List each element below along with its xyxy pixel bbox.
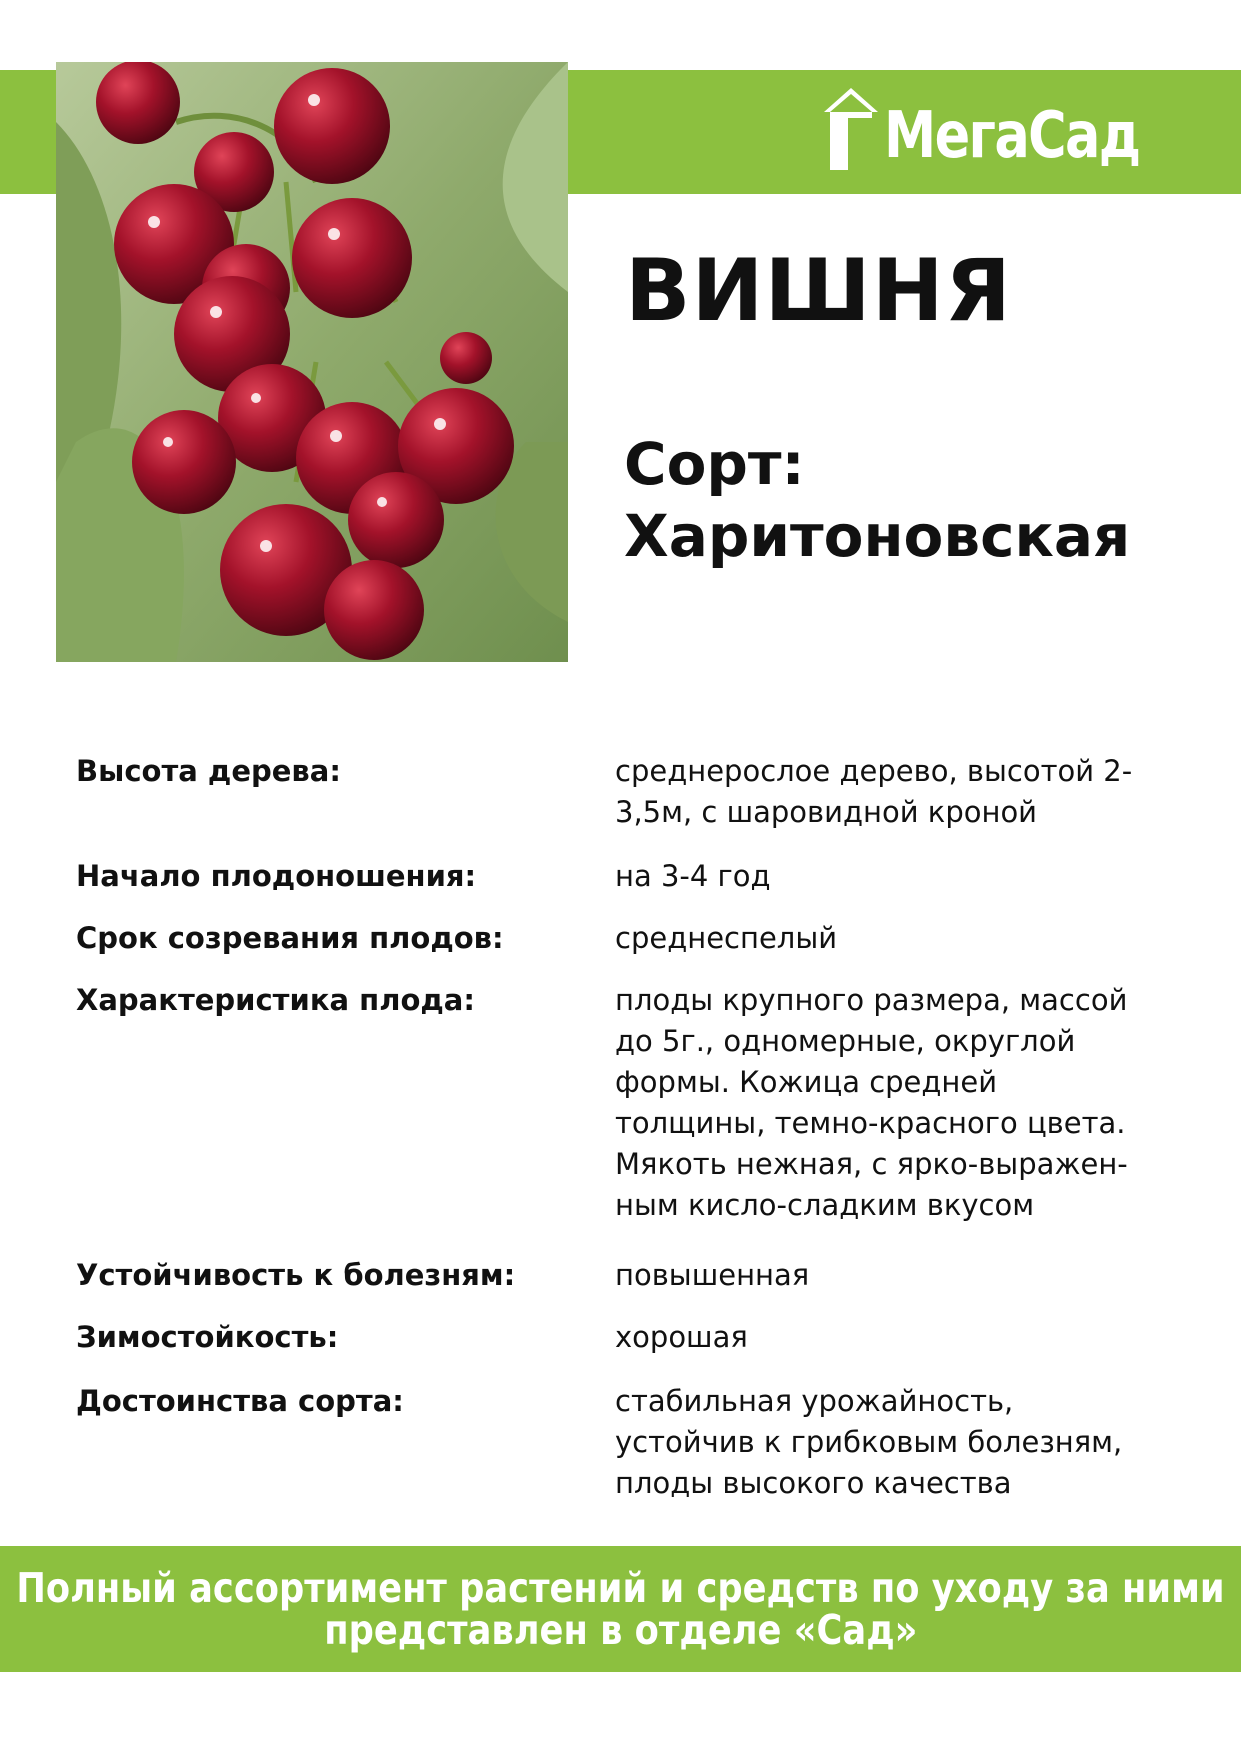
spec-value-fruit: плоды крупного размера, массой до 5г., одномерные, округлой формы. Кожица средней толщины, темно-красного цвета. Мякоть нежная, с ярко-выражен- ным кисло-сладким вкусом — [615, 983, 1128, 1222]
spec-label-fruiting: Начало плодоношения: — [76, 859, 477, 893]
spec-value-disease: повышенная — [615, 1258, 810, 1292]
footer-line-1: Полный ассортимент растений и средств по уходу за ними — [16, 1564, 1225, 1612]
cherries-photo — [56, 62, 568, 662]
spec-value-height: среднерослое дерево, высотой 2- 3,5м, с шаровидной кроной — [615, 754, 1133, 829]
variety-heading — [624, 428, 1130, 572]
spec-value-hardiness: хорошая — [615, 1320, 748, 1354]
spec-value-fruiting: на 3-4 год — [615, 859, 771, 893]
spec-label-hardiness: Зимостойкость: — [76, 1320, 339, 1354]
brand-name: МегаСад — [884, 99, 1140, 173]
spec-value-ripening: среднеспелый — [615, 921, 838, 955]
cherries-illustration — [56, 62, 568, 662]
spec-label-ripening: Срок созревания плодов: — [76, 921, 504, 955]
house-icon — [822, 82, 880, 174]
spec-label-disease: Устойчивость к болезням: — [76, 1258, 516, 1292]
page-title: ВИШНЯ — [625, 241, 1012, 341]
spec-value-advantages: стабильная урожайность, устойчив к грибковым болезням, плоды высокого качества — [615, 1384, 1123, 1500]
footer-line-2: представлен в отделе «Сад» — [323, 1606, 918, 1654]
variety-label: Сорт: — [624, 430, 805, 498]
spec-label-height: Высота дерева: — [76, 754, 341, 788]
variety-name: Харитоновская — [624, 502, 1131, 570]
spec-label-advantages: Достоинства сорта: — [76, 1384, 404, 1418]
brand-logo — [822, 78, 1196, 174]
footer-banner — [0, 1546, 1241, 1672]
spec-label-fruit: Характеристика плода: — [76, 983, 475, 1017]
